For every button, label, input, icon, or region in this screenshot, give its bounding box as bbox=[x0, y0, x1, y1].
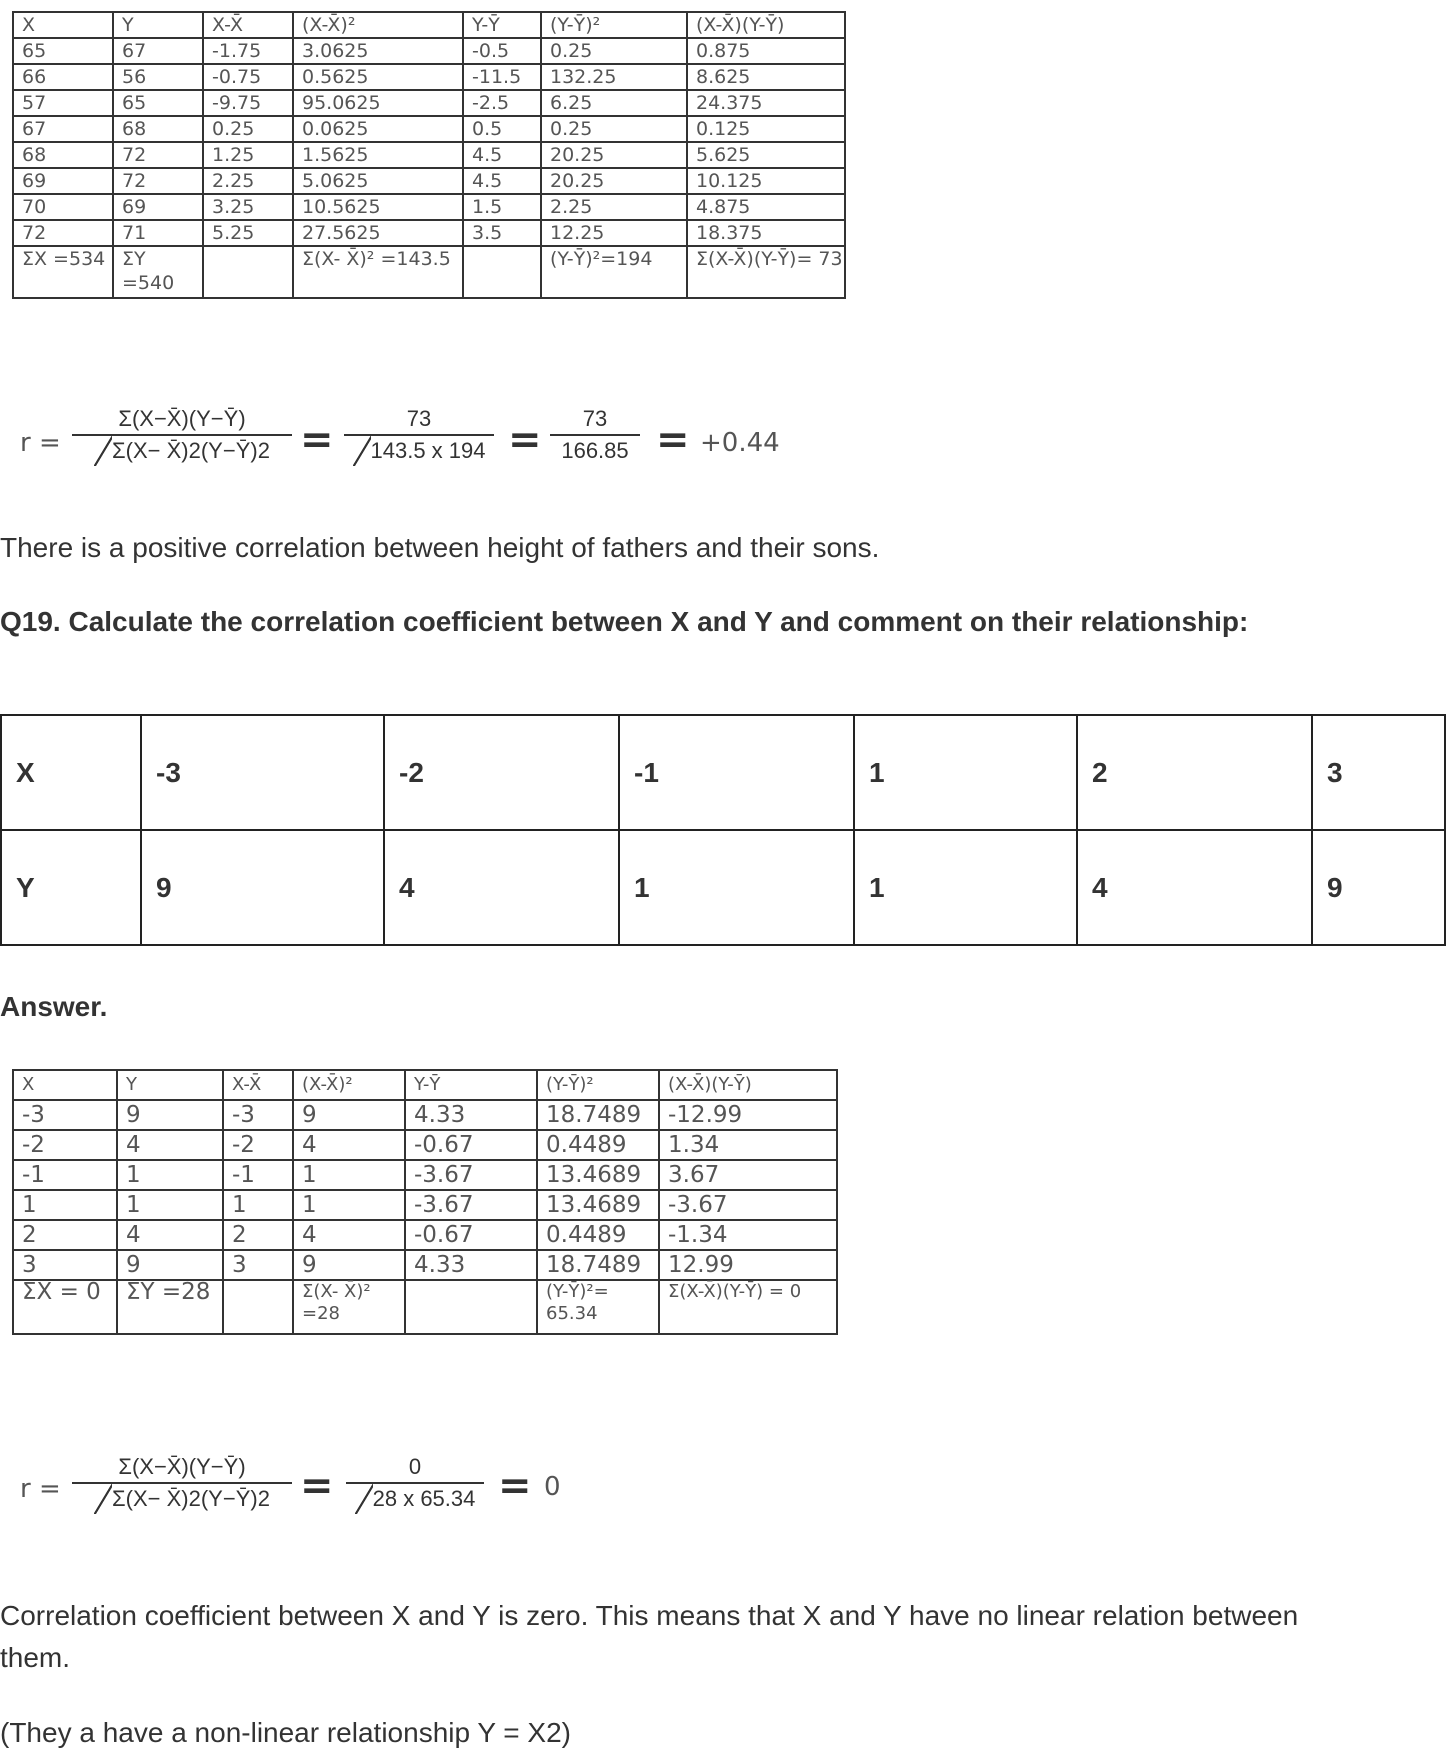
answer-label: Answer. bbox=[0, 991, 108, 1022]
cell: -0.75 bbox=[203, 64, 293, 90]
total-cell: ΣX =534 bbox=[13, 246, 113, 298]
cell: 12.99 bbox=[659, 1250, 837, 1280]
cell: 0.5 bbox=[463, 116, 541, 142]
table-header-row bbox=[13, 12, 845, 38]
cell: 1 bbox=[117, 1160, 223, 1190]
total-cell bbox=[405, 1280, 537, 1334]
numerator: 0 bbox=[408, 1454, 422, 1479]
cell: -0.67 bbox=[405, 1220, 537, 1250]
numerator: Σ(X−X̄)(Y−Ȳ) bbox=[118, 406, 246, 431]
fraction-simplified bbox=[550, 404, 640, 466]
denominator: 143.5 x 194 bbox=[353, 438, 486, 463]
cell: 1 bbox=[854, 830, 1077, 945]
cell: 1.34 bbox=[659, 1130, 837, 1160]
fraction-values bbox=[344, 404, 494, 466]
equals-sign: = bbox=[300, 417, 334, 463]
header-cell: (Y-Ȳ)² bbox=[541, 12, 687, 38]
cell: 5.625 bbox=[687, 142, 845, 168]
table-row bbox=[13, 194, 845, 220]
cell: 1 bbox=[619, 830, 854, 945]
table-row bbox=[13, 1130, 837, 1160]
cell: 18.375 bbox=[687, 220, 845, 246]
cell: 3 bbox=[223, 1250, 293, 1280]
cell: 66 bbox=[13, 64, 113, 90]
question-data-table bbox=[0, 714, 1446, 946]
conclusion-paragraph-3: (They a have a non-linear relationship Y = X2) bbox=[0, 1717, 571, 1748]
cell: 1 bbox=[117, 1190, 223, 1220]
cell: 1.5625 bbox=[293, 142, 463, 168]
cell: 56 bbox=[113, 64, 203, 90]
cell: 3.5 bbox=[463, 220, 541, 246]
cell: 12.25 bbox=[541, 220, 687, 246]
fraction-general bbox=[72, 404, 292, 466]
cell: 72 bbox=[113, 142, 203, 168]
cell: 4.5 bbox=[463, 168, 541, 194]
totals-row bbox=[13, 1280, 837, 1334]
cell: 65 bbox=[113, 90, 203, 116]
cell: -2 bbox=[223, 1130, 293, 1160]
cell: X bbox=[1, 715, 141, 830]
total-cell: Σ(X-X̄)(Y-Ȳ)= 73 bbox=[687, 246, 845, 298]
cell: 4.5 bbox=[463, 142, 541, 168]
cell: -3.67 bbox=[405, 1190, 537, 1220]
cell: 95.0625 bbox=[293, 90, 463, 116]
question-heading: Q19. Calculate the correlation coefficient between X and Y and comment on their relationship: bbox=[0, 606, 1249, 637]
fraction-general bbox=[72, 1452, 292, 1514]
conclusion-paragraph-2: Correlation coefficient between X and Y is zero. This means that X and Y have no linear relation between them. bbox=[0, 1600, 1299, 1673]
table-row bbox=[13, 1160, 837, 1190]
header-cell: (X-X̄)² bbox=[293, 1070, 405, 1100]
header-cell: (X-X̄)(Y-Ȳ) bbox=[659, 1070, 837, 1100]
r-label: r = bbox=[20, 428, 61, 458]
total-cell: ΣY =540 bbox=[113, 246, 203, 298]
cell: 4 bbox=[117, 1130, 223, 1160]
cell: 2 bbox=[1077, 715, 1312, 830]
height-correlation-table bbox=[12, 11, 846, 299]
cell: 0.0625 bbox=[293, 116, 463, 142]
table-row bbox=[13, 1100, 837, 1130]
cell: 9 bbox=[117, 1250, 223, 1280]
cell: 9 bbox=[293, 1100, 405, 1130]
numerator: Σ(X−X̄)(Y−Ȳ) bbox=[118, 1454, 246, 1479]
equals-sign: = bbox=[508, 417, 542, 463]
correlation-result: +0.44 bbox=[700, 428, 780, 458]
denominator: Σ(X− X̄)2(Y−Ȳ)2 bbox=[94, 1486, 270, 1511]
cell: 6.25 bbox=[541, 90, 687, 116]
cell: 0.4489 bbox=[537, 1130, 659, 1160]
answer-calculation-table bbox=[12, 1069, 838, 1335]
equals-sign: = bbox=[300, 1463, 334, 1509]
cell: 13.4689 bbox=[537, 1190, 659, 1220]
totals-row bbox=[13, 246, 845, 298]
total-cell bbox=[223, 1280, 293, 1334]
fraction-values bbox=[346, 1452, 484, 1514]
header-cell: Y-Ȳ bbox=[463, 12, 541, 38]
cell: -3 bbox=[223, 1100, 293, 1130]
cell: 0.875 bbox=[687, 38, 845, 64]
total-cell: ΣY =28 bbox=[117, 1280, 223, 1334]
total-cell: (Y-Ȳ)²=194 bbox=[541, 246, 687, 298]
total-cell: (Y-Ȳ)²= 65.34 bbox=[537, 1280, 659, 1334]
header-cell: X bbox=[13, 1070, 117, 1100]
table-row bbox=[1, 715, 1445, 830]
cell: 70 bbox=[13, 194, 113, 220]
cell: -0.67 bbox=[405, 1130, 537, 1160]
cell: 27.5625 bbox=[293, 220, 463, 246]
cell: -2 bbox=[13, 1130, 117, 1160]
cell: -1.75 bbox=[203, 38, 293, 64]
header-cell: X-X̄ bbox=[223, 1070, 293, 1100]
equals-sign: = bbox=[498, 1463, 532, 1509]
numerator: 73 bbox=[406, 406, 432, 431]
table-row bbox=[13, 116, 845, 142]
header-cell: X-X̄ bbox=[203, 12, 293, 38]
table-row bbox=[13, 64, 845, 90]
table-row bbox=[13, 142, 845, 168]
cell: 4 bbox=[293, 1220, 405, 1250]
table-row bbox=[13, 1250, 837, 1280]
cell: 3.67 bbox=[659, 1160, 837, 1190]
cell: 1 bbox=[293, 1160, 405, 1190]
cell: 132.25 bbox=[541, 64, 687, 90]
cell: -3.67 bbox=[659, 1190, 837, 1220]
cell: -1 bbox=[13, 1160, 117, 1190]
denominator: 166.85 bbox=[561, 438, 629, 463]
cell: 67 bbox=[113, 38, 203, 64]
cell: 3 bbox=[13, 1250, 117, 1280]
cell: 18.7489 bbox=[537, 1100, 659, 1130]
cell: 68 bbox=[113, 116, 203, 142]
header-cell: (X-X̄)(Y-Ȳ) bbox=[687, 12, 845, 38]
cell: 1.25 bbox=[203, 142, 293, 168]
header-cell: Y-Ȳ bbox=[405, 1070, 537, 1100]
cell: 1 bbox=[854, 715, 1077, 830]
cell: 4 bbox=[384, 830, 619, 945]
cell: 0.25 bbox=[541, 38, 687, 64]
cell: 69 bbox=[13, 168, 113, 194]
cell: -3 bbox=[13, 1100, 117, 1130]
cell: 9 bbox=[1312, 830, 1445, 945]
cell: 10.5625 bbox=[293, 194, 463, 220]
cell: -3 bbox=[141, 715, 384, 830]
total-cell: Σ(X- X̄)² =143.5 bbox=[293, 246, 463, 298]
cell: 9 bbox=[293, 1250, 405, 1280]
correlation-result: 0 bbox=[544, 1472, 561, 1502]
cell: -0.5 bbox=[463, 38, 541, 64]
r-label: r = bbox=[20, 1474, 61, 1504]
cell: 20.25 bbox=[541, 142, 687, 168]
cell: 5.25 bbox=[203, 220, 293, 246]
table-row bbox=[1, 830, 1445, 945]
table-row bbox=[13, 1190, 837, 1220]
denominator: Σ(X− X̄)2(Y−Ȳ)2 bbox=[94, 438, 270, 463]
cell: 4 bbox=[117, 1220, 223, 1250]
cell: 3.25 bbox=[203, 194, 293, 220]
table-row bbox=[13, 90, 845, 116]
table-row bbox=[13, 38, 845, 64]
cell: 0.5625 bbox=[293, 64, 463, 90]
cell: 71 bbox=[113, 220, 203, 246]
cell: 0.25 bbox=[203, 116, 293, 142]
cell: 3 bbox=[1312, 715, 1445, 830]
table-row bbox=[13, 1220, 837, 1250]
cell: -1 bbox=[619, 715, 854, 830]
cell: 9 bbox=[117, 1100, 223, 1130]
numerator: 73 bbox=[582, 406, 608, 431]
cell: -9.75 bbox=[203, 90, 293, 116]
cell: 68 bbox=[13, 142, 113, 168]
cell: -12.99 bbox=[659, 1100, 837, 1130]
cell: 18.7489 bbox=[537, 1250, 659, 1280]
conclusion-paragraph-1: There is a positive correlation between height of fathers and their sons. bbox=[0, 532, 880, 563]
cell: -11.5 bbox=[463, 64, 541, 90]
header-cell: (X-X̄)² bbox=[293, 12, 463, 38]
cell: 1 bbox=[13, 1190, 117, 1220]
cell: 10.125 bbox=[687, 168, 845, 194]
total-cell: Σ(X-X̄)(Y-Ȳ) = 0 bbox=[659, 1280, 837, 1334]
cell: 67 bbox=[13, 116, 113, 142]
cell: 3.0625 bbox=[293, 38, 463, 64]
cell: 69 bbox=[113, 194, 203, 220]
total-cell bbox=[463, 246, 541, 298]
cell: 5.0625 bbox=[293, 168, 463, 194]
cell: 1.5 bbox=[463, 194, 541, 220]
table-header-row bbox=[13, 1070, 837, 1100]
cell: 13.4689 bbox=[537, 1160, 659, 1190]
cell: 2.25 bbox=[203, 168, 293, 194]
total-cell bbox=[203, 246, 293, 298]
total-cell: Σ(X- X̄)² =28 bbox=[293, 1280, 405, 1334]
cell: 4 bbox=[1077, 830, 1312, 945]
cell: -3.67 bbox=[405, 1160, 537, 1190]
cell: 9 bbox=[141, 830, 384, 945]
cell: 2 bbox=[13, 1220, 117, 1250]
cell: -2.5 bbox=[463, 90, 541, 116]
cell: 57 bbox=[13, 90, 113, 116]
cell: 8.625 bbox=[687, 64, 845, 90]
cell: 4.33 bbox=[405, 1250, 537, 1280]
header-cell: X bbox=[13, 12, 113, 38]
cell: -1.34 bbox=[659, 1220, 837, 1250]
cell: -2 bbox=[384, 715, 619, 830]
cell: 0.125 bbox=[687, 116, 845, 142]
denominator: 28 x 65.34 bbox=[355, 1486, 476, 1511]
cell: -1 bbox=[223, 1160, 293, 1190]
cell: 2 bbox=[223, 1220, 293, 1250]
cell: 0.4489 bbox=[537, 1220, 659, 1250]
cell: 0.25 bbox=[541, 116, 687, 142]
cell: 4.33 bbox=[405, 1100, 537, 1130]
table-row bbox=[13, 220, 845, 246]
header-cell: Y bbox=[117, 1070, 223, 1100]
cell: 2.25 bbox=[541, 194, 687, 220]
cell: 1 bbox=[293, 1190, 405, 1220]
cell: 4.875 bbox=[687, 194, 845, 220]
header-cell: (Y-Ȳ)² bbox=[537, 1070, 659, 1100]
table-row bbox=[13, 168, 845, 194]
cell: 72 bbox=[13, 220, 113, 246]
header-cell: Y bbox=[113, 12, 203, 38]
cell: Y bbox=[1, 830, 141, 945]
equals-sign: = bbox=[656, 417, 690, 463]
cell: 4 bbox=[293, 1130, 405, 1160]
cell: 20.25 bbox=[541, 168, 687, 194]
total-cell: ΣX = 0 bbox=[13, 1280, 117, 1334]
cell: 24.375 bbox=[687, 90, 845, 116]
cell: 72 bbox=[113, 168, 203, 194]
cell: 1 bbox=[223, 1190, 293, 1220]
cell: 65 bbox=[13, 38, 113, 64]
